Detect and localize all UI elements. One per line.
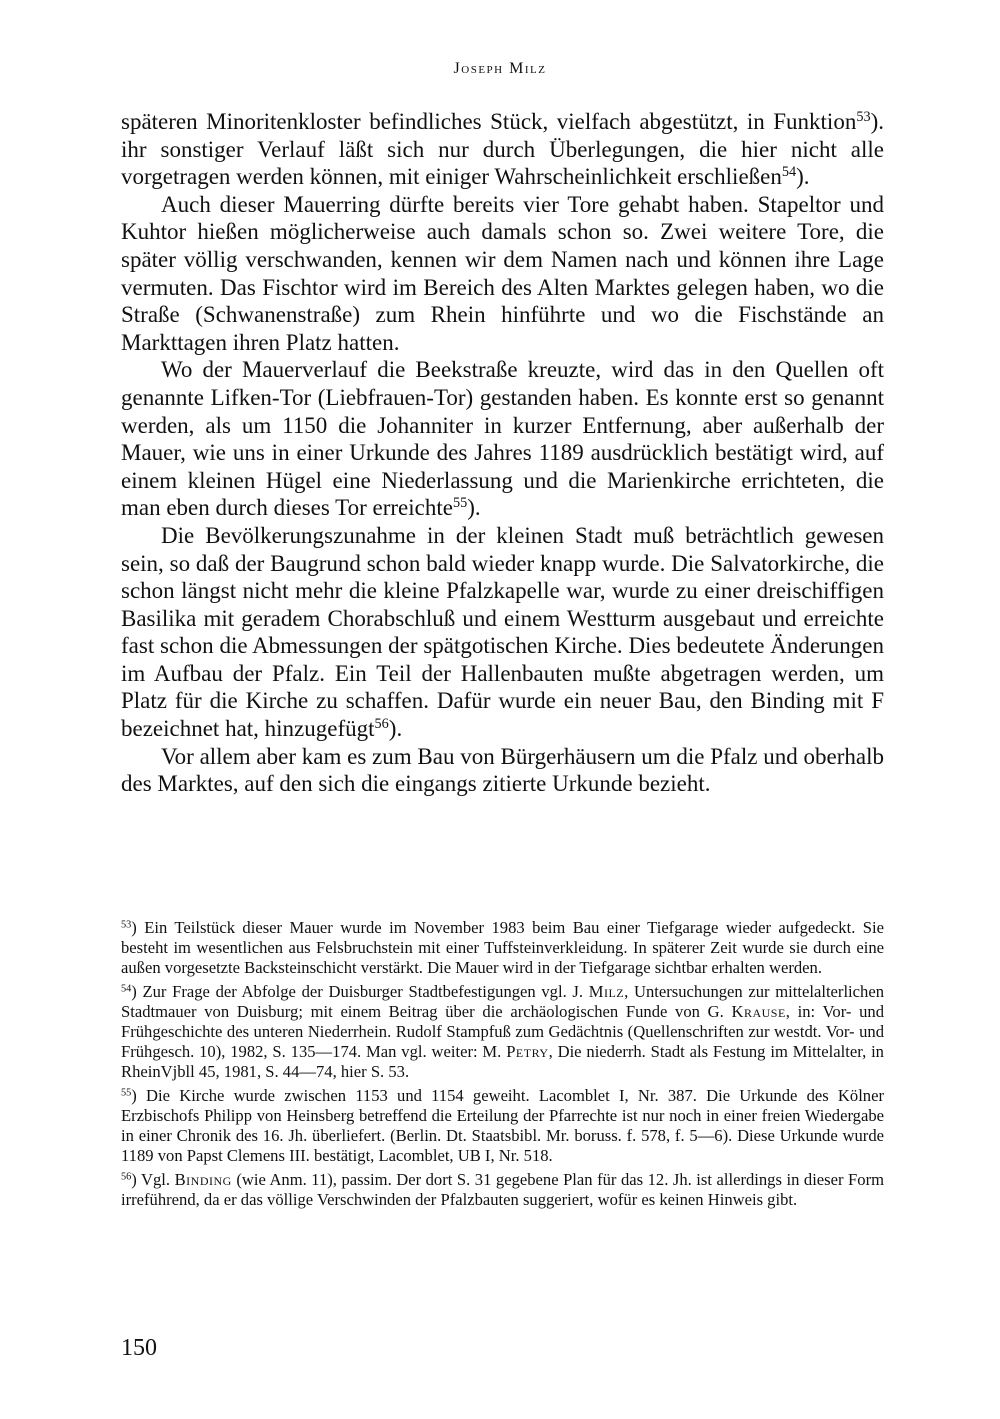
author-name: Krause bbox=[731, 1002, 786, 1021]
page-number: 150 bbox=[121, 1335, 157, 1361]
footnote-ref-55[interactable]: 55 bbox=[452, 495, 468, 512]
footnote-53: $^{53}$) Ein Teilstück dieser Mauer wurde im November 1983 beim Bau einer Tiefgarage wieder aufgedeckt. Sie besteht im wesentlichen aus Felsbruchstein mit einer Tuffsteinverkleidung. In späterer Zeit wurde sie durch eine außen vorgesetzte Backsteinschicht verstärkt. Die Mauer wird in der Tiefgarage sichtbar erhalten werden. bbox=[121, 918, 884, 977]
main-text bbox=[121, 108, 884, 798]
paragraph-2: Auch dieser Mauerring dürfte bereits vier Tore gehabt haben. Stapeltor und Kuhtor hießen möglicherweise auch damals schon so. Zwei weitere Tore, die später völlig verschwanden, kennen wir dem Namen nach und können ihre Lage vermuten. Das Fischtor wird im Bereich des Alten Marktes gelegen haben, wo die Straße (Schwanenstraße) zum Rhein hinführte und wo die Fischstände an Markttagen ihren Platz hatten. bbox=[121, 191, 884, 355]
author-name: Milz bbox=[588, 982, 625, 1001]
footnote-marker: 55 bbox=[121, 1087, 132, 1099]
footnote-55: $^{55}$) Die Kirche wurde zwischen 1153 und 1154 geweiht. Lacomblet I, Nr. 387. Die Urkunde des Kölner Erzbischofs Philipp von Heinsberg betreffend die Erteilung der Pfarrechte ist nur noch in einer freien Wiedergabe in einer Chronik des 16. Jh. überliefert. (Berlin. Dt. Staatsbibl. Mr. boruss. f. 578, f. 5—6). Diese Urkunde wurde 1189 von Papst Clemens III. bestätigt, Lacomblet, UB I, Nr. 518. bbox=[121, 1086, 884, 1165]
footnotes bbox=[121, 918, 884, 1214]
footnote-ref-54[interactable]: 54 bbox=[781, 164, 797, 181]
footnote-ref-53[interactable]: 53 bbox=[856, 109, 871, 126]
paragraph-1: späteren Minoritenkloster befindliches Stück, vielfach abgestützt, in Funktion$^{53}$). ihr sonstiger Verlauf läßt sich nur durch Überlegungen, die hier nicht alle vorgetragen werden können, mit einiger Wahrscheinlichkeit erschließen$^{54}$). bbox=[121, 109, 884, 190]
footnote-54: $^{54}$) Zur Frage der Abfolge der Duisburger Stadtbefestigungen vgl. J. Milz, Untersuchungen zur mittelalterlichen Stadtmauer von Duisburg; mit einem Beitrag über die archäologischen Funde von G. Krause, in: Vor- und Frühgeschichte des unteren Niederrhein. Rudolf Stampfuß zum Gedächtnis (Quellenschriften zur westdt. Vor- und Frühgesch. 10), 1982, S. 135—174. Man vgl. weiter: M. Petry, Die niederrh. Stadt als Festung im Mittelalter, in RheinVjbll 45, 1981, S. 44—74, hier S. 53. bbox=[121, 982, 884, 1081]
running-head: Joseph Milz bbox=[453, 60, 547, 77]
paragraph-3: Wo der Mauerverlauf die Beekstraße kreuzte, wird das in den Quellen oft genannte Lifken-Tor (Liebfrauen-Tor) gestanden haben. Es konnte erst so genannt werden, als um 1150 die Johanniter in kurzer Entfernung, aber außerhalb der Mauer, wie uns in einer Urkunde des Jahres 1189 ausdrücklich bestätigt wird, auf einem kleinen Hügel eine Niederlassung und die Marienkirche errichteten, die man eben durch dieses Tor erreichte$^{55}$). bbox=[121, 357, 884, 521]
paragraph-4: Die Bevölkerungszunahme in der kleinen Stadt muß beträchtlich gewesen sein, so daß der Baugrund schon bald wieder knapp wurde. Die Salvatorkirche, die schon längst nicht mehr die kleine Pfalzkapelle war, wurde zu einer dreischiffigen Basilika mit geradem Chorabschluß und einem Westturm ausgebaut und erreichte fast schon die Abmessungen der spätgotischen Kirche. Dies bedeutete Änderungen im Aufbau der Pfalz. Ein Teil der Hallenbauten mußte abgetragen werden, um Platz für die Kirche zu schaffen. Dafür wurde ein neuer Bau, den Binding mit F bezeichnet hat, hinzugefügt$^{56}$). bbox=[121, 522, 884, 742]
paragraph-5: Vor allem aber kam es zum Bau von Bürgerhäusern um die Pfalz und oberhalb des Marktes, auf den sich die eingangs zitierte Urkunde bezieht. bbox=[121, 743, 884, 797]
footnote-marker: 53 bbox=[121, 919, 132, 931]
footnote-ref-56[interactable]: 56 bbox=[374, 716, 389, 733]
author-name: Binding bbox=[174, 1170, 232, 1189]
footnote-56: $^{56}$) Vgl. Binding (wie Anm. 11), passim. Der dort S. 31 gegebene Plan für das 12. Jh. ist allerdings in dieser Form irreführend, da er das völlige Verschwinden der Pfalzbauten suggeriert, wofür es keinen Hinweis gibt. bbox=[121, 1170, 884, 1209]
footnote-marker: 56 bbox=[121, 1171, 132, 1183]
author-name: Petry bbox=[506, 1042, 549, 1061]
footnote-marker: 54 bbox=[121, 983, 132, 995]
